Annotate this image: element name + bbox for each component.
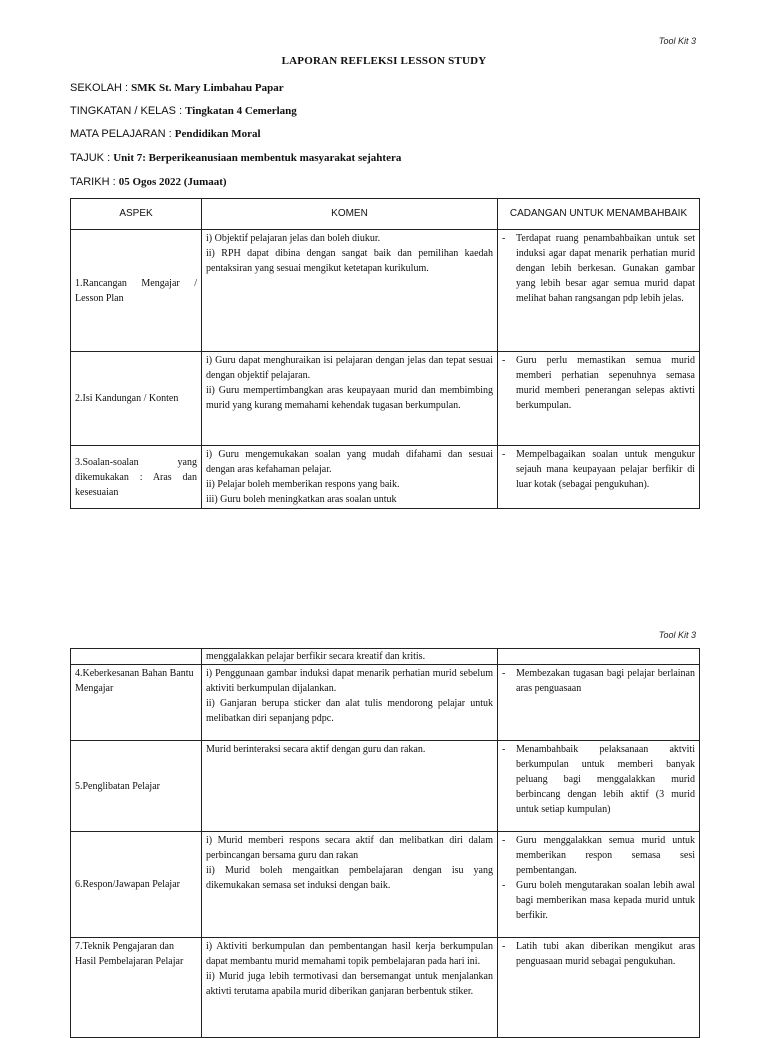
header-aspek: ASPEK bbox=[71, 199, 202, 230]
toolkit-label: Tool Kit 3 bbox=[658, 630, 696, 640]
header-cadangan: CADANGAN UNTUK MENAMBAHBAIK bbox=[498, 199, 700, 230]
meta-subject: MATA PELAJARAN : Pendidikan Moral bbox=[70, 128, 261, 140]
cadangan-cell: - Guru perlu memastikan semua murid memberi perhatian sepenuhnya semasa murid memberi penerangan selepas aktivti berkumpulan. bbox=[498, 352, 700, 446]
table-row bbox=[71, 352, 700, 446]
table-row bbox=[71, 230, 700, 352]
meta-topic: TAJUK : Unit 7: Berperikeanusiaan membentuk masyarakat sejahtera bbox=[70, 152, 402, 164]
aspek-cell: 2.Isi Kandungan / Konten bbox=[71, 352, 202, 446]
cadangan-cell: - Guru menggalakkan semua murid untuk memberikan respon semasa sesi pembentangan. - Guru boleh mengutarakan soalan lebih awal bagi memberikan masa kepada murid untuk berfikir. bbox=[498, 832, 700, 938]
komen-cell: i) Objektif pelajaran jelas dan boleh diukur. ii) RPH dapat dibina dengan sangat baik dan pemilihan kaedah pentaksiran yang sesuai mengikut ketetapan kurikulum. bbox=[202, 230, 498, 352]
reflection-table-page1 bbox=[70, 198, 700, 509]
table-row bbox=[71, 665, 700, 741]
meta-date: TARIKH : 05 Ogos 2022 (Jumaat) bbox=[70, 176, 227, 188]
cadangan-cell: - Latih tubi akan diberikan mengikut aras penguasaan murid sebagai pengukuhan. bbox=[498, 938, 700, 1038]
meta-class: TINGKATAN / KELAS : Tingkatan 4 Cemerlang bbox=[70, 105, 297, 117]
aspek-cell: 1.Rancangan Mengajar / Lesson Plan bbox=[71, 230, 202, 352]
komen-cell: i) Guru dapat menghuraikan isi pelajaran dengan jelas dan tepat sesuai dengan objektif pelajaran. ii) Guru mempertimbangkan aras keupayaan murid dan membimbing murid yang kurang memahami kehendak tugasan berkumpulan. bbox=[202, 352, 498, 446]
cadangan-cell: - Menambahbaik pelaksanaan aktviti berkumpulan untuk memberi banyak peluang bagi menggalakkan murid berbincang dengan lebih aktif (3 murid untuk setiap kumpulan) bbox=[498, 741, 700, 832]
toolkit-label: Tool Kit 3 bbox=[658, 36, 696, 46]
table-row bbox=[71, 832, 700, 938]
aspek-cell: 7.Teknik Pengajaran dan Hasil Pembelajaran Pelajar bbox=[71, 938, 202, 1038]
aspek-cell: 6.Respon/Jawapan Pelajar bbox=[71, 832, 202, 938]
komen-cell: i) Guru mengemukakan soalan yang mudah difahami dan sesuai dengan aras kefahaman pelajar. ii) Pelajar boleh memberikan respons yang baik. iii) Guru boleh meningkatkan aras soalan untuk bbox=[202, 446, 498, 509]
table-row bbox=[71, 741, 700, 832]
table-row bbox=[71, 938, 700, 1038]
cadangan-cell: - Mempelbagaikan soalan untuk mengukur sejauh mana keupayaan pelajar berfikir di luar kotak (sebagai pengukuhan). bbox=[498, 446, 700, 509]
cadangan-cell: - Membezakan tugasan bagi pelajar berlainan aras penguasaan bbox=[498, 665, 700, 741]
continuation-row bbox=[71, 649, 700, 665]
komen-cell: i) Murid memberi respons secara aktif dan melibatkan diri dalam perbincangan bersama guru dan rakan ii) Murid boleh mengaitkan pembelajaran dengan isu yang dikemukakan semasa set induksi dengan baik. bbox=[202, 832, 498, 938]
table-row bbox=[71, 446, 700, 509]
report-title: LAPORAN REFLEKSI LESSON STUDY bbox=[281, 55, 487, 67]
komen-cell: i) Aktiviti berkumpulan dan pembentangan hasil kerja berkumpulan dapat membantu murid memahami topik pembelajaran pada hari ini. ii) Murid juga lebih termotivasi dan bersemangat untuk menjalankan aktivti terutama apabila murid diberikan ganjaran berbentuk stiker. bbox=[202, 938, 498, 1038]
komen-cell: Murid berinteraksi secara aktif dengan guru dan rakan. bbox=[202, 741, 498, 832]
cadangan-cell: - Terdapat ruang penambahbaikan untuk set induksi agar dapat menarik perhatian murid dengan lebih berkesan. Gunakan gambar yang lebih besar agar semua murid dapat melihat bahan rangsangan pdp lebih jelas. bbox=[498, 230, 700, 352]
aspek-cell: 5.Penglibatan Pelajar bbox=[71, 741, 202, 832]
header-row bbox=[71, 199, 700, 230]
aspek-cell: 3.Soalan-soalan yang dikemukakan : Aras dan kesesuaian bbox=[71, 446, 202, 509]
aspek-cell: 4.Keberkesanan Bahan Bantu Mengajar bbox=[71, 665, 202, 741]
header-komen: KOMEN bbox=[202, 199, 498, 230]
komen-continuation: menggalakkan pelajar berfikir secara kreatif dan kritis. bbox=[202, 649, 498, 665]
reflection-table-page2 bbox=[70, 648, 700, 1038]
meta-school: SEKOLAH : SMK St. Mary Limbahau Papar bbox=[70, 82, 284, 94]
komen-cell: i) Penggunaan gambar induksi dapat menarik perhatian murid sebelum aktiviti berkumpulan dijalankan. ii) Ganjaran berupa sticker dan alat tulis mendorong pelajar untuk melibatkan diri sepanjang pdpc. bbox=[202, 665, 498, 741]
